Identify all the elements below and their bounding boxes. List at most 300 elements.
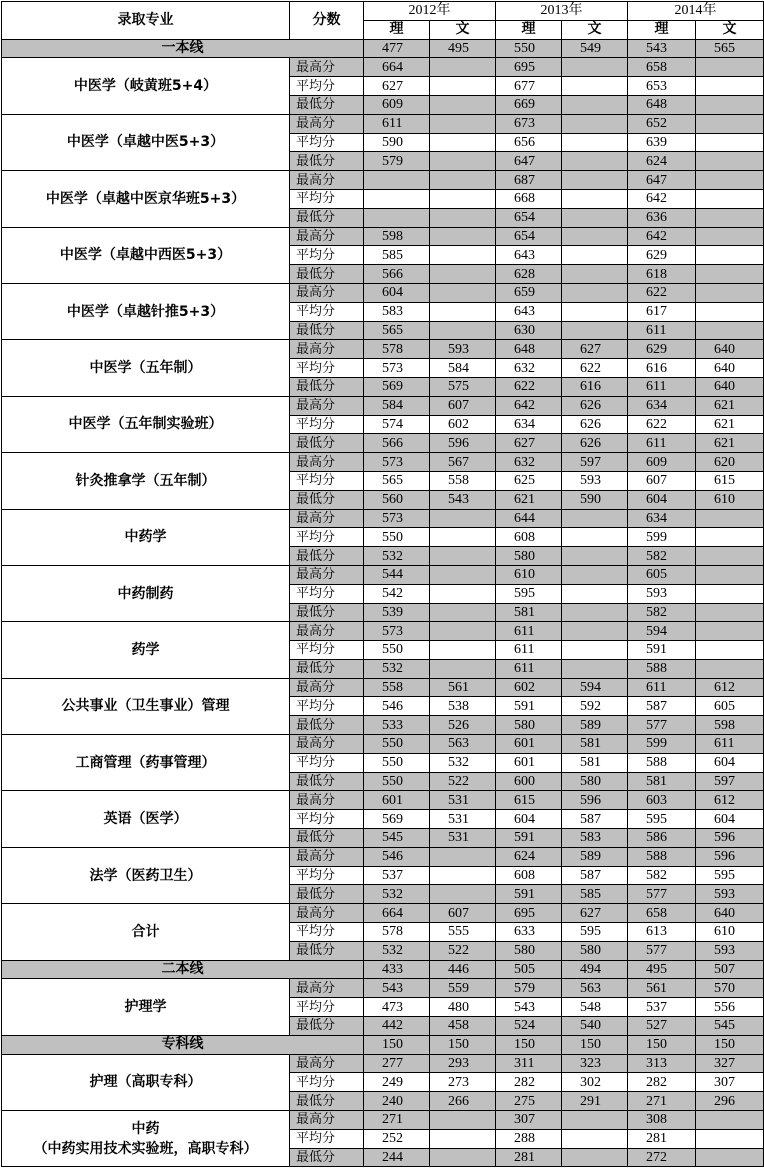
score-value: 621 [696, 396, 764, 415]
score-value: 581 [628, 772, 696, 791]
score-value [430, 885, 496, 904]
score-value: 640 [696, 904, 764, 923]
score-value: 634 [496, 415, 562, 434]
score-value: 607 [430, 904, 496, 923]
score-value: 546 [364, 697, 430, 716]
score-value [696, 321, 764, 340]
cutoff-line-row [2, 1035, 764, 1054]
score-value [696, 227, 764, 246]
score-value: 579 [364, 152, 430, 171]
score-value [696, 1129, 764, 1148]
score-value: 624 [628, 152, 696, 171]
cutoff-line-value: 505 [496, 960, 562, 979]
score-value: 591 [496, 829, 562, 848]
score-value: 578 [364, 340, 430, 359]
score-metric-label: 平均分 [290, 246, 364, 265]
score-metric-label: 平均分 [290, 1073, 364, 1092]
cutoff-line-label: 专科线 [2, 1035, 364, 1054]
score-value: 626 [562, 396, 628, 415]
score-value: 327 [696, 1054, 764, 1073]
score-value: 577 [628, 716, 696, 735]
score-value: 591 [496, 697, 562, 716]
score-value: 594 [628, 622, 696, 641]
score-value: 537 [628, 998, 696, 1017]
score-value [696, 58, 764, 77]
cutoff-line-value: 150 [496, 1035, 562, 1054]
cutoff-line-label: 一本线 [2, 39, 364, 58]
score-value: 627 [364, 77, 430, 96]
score-value [696, 246, 764, 265]
score-value: 624 [496, 847, 562, 866]
score-value [430, 603, 496, 622]
score-value: 613 [628, 923, 696, 942]
score-value: 615 [696, 471, 764, 490]
major-name: 药学 [2, 622, 290, 678]
score-value: 618 [628, 265, 696, 284]
score-metric-label: 最高分 [290, 847, 364, 866]
score-value [562, 603, 628, 622]
score-value: 634 [628, 509, 696, 528]
score-value: 577 [628, 885, 696, 904]
score-value [430, 152, 496, 171]
major-name: 中医学（卓越中西医5+3） [2, 227, 290, 283]
score-value: 550 [364, 641, 430, 660]
score-value: 632 [496, 453, 562, 472]
score-value: 611 [696, 735, 764, 754]
score-value: 533 [364, 716, 430, 735]
score-value [430, 171, 496, 190]
score-metric-label: 最低分 [290, 152, 364, 171]
score-value [562, 265, 628, 284]
score-metric-label: 平均分 [290, 77, 364, 96]
score-metric-label: 平均分 [290, 998, 364, 1017]
score-row [2, 58, 764, 77]
score-value: 595 [696, 866, 764, 885]
score-value: 611 [628, 321, 696, 340]
score-value: 647 [496, 152, 562, 171]
score-value: 633 [496, 923, 562, 942]
score-metric-label: 最低分 [290, 603, 364, 622]
score-value: 570 [696, 979, 764, 998]
score-value: 639 [628, 133, 696, 152]
score-metric-label: 最高分 [290, 340, 364, 359]
stream-header: 文 [696, 20, 764, 39]
score-value: 626 [562, 415, 628, 434]
score-value: 620 [696, 453, 764, 472]
score-value: 579 [496, 979, 562, 998]
score-row [2, 227, 764, 246]
score-value [430, 547, 496, 566]
score-value: 563 [562, 979, 628, 998]
score-value: 610 [696, 923, 764, 942]
score-value: 605 [696, 697, 764, 716]
score-value: 281 [496, 1148, 562, 1167]
score-value: 628 [496, 265, 562, 284]
score-value: 658 [628, 904, 696, 923]
score-value [430, 302, 496, 321]
score-row [2, 453, 764, 472]
score-value: 545 [364, 829, 430, 848]
major-name: 针灸推拿学（五年制） [2, 453, 290, 509]
major-name: 中医学（五年制） [2, 340, 290, 396]
score-value: 526 [430, 716, 496, 735]
score-value [430, 114, 496, 133]
stream-header: 理 [496, 20, 562, 39]
score-value: 591 [496, 885, 562, 904]
score-value: 550 [364, 753, 430, 772]
score-value: 593 [696, 885, 764, 904]
score-value: 615 [496, 791, 562, 810]
score-value: 273 [430, 1073, 496, 1092]
score-value: 569 [364, 810, 430, 829]
score-value: 539 [364, 603, 430, 622]
score-value [696, 171, 764, 190]
score-value: 588 [628, 659, 696, 678]
score-value: 611 [628, 678, 696, 697]
major-name-line: 中药 [131, 1120, 160, 1137]
cutoff-line-value: 494 [562, 960, 628, 979]
score-value: 442 [364, 1017, 430, 1036]
score-value: 677 [496, 77, 562, 96]
header-row-years [2, 2, 764, 21]
major-name-line: （中药实用技术实验班，高职专科） [33, 1140, 258, 1157]
score-value [562, 58, 628, 77]
score-metric-label: 最高分 [290, 114, 364, 133]
year-header-2014: 2014年 [628, 2, 764, 21]
score-metric-label: 平均分 [290, 415, 364, 434]
score-value: 647 [628, 171, 696, 190]
score-value [430, 847, 496, 866]
score-value: 621 [696, 434, 764, 453]
score-value: 653 [628, 77, 696, 96]
score-value: 602 [430, 415, 496, 434]
score-metric-label: 最高分 [290, 227, 364, 246]
score-value [696, 265, 764, 284]
score-value [696, 1111, 764, 1130]
score-value [696, 189, 764, 208]
score-value [696, 547, 764, 566]
score-value: 587 [628, 697, 696, 716]
score-value: 538 [430, 697, 496, 716]
score-value: 669 [496, 95, 562, 114]
score-value: 543 [364, 979, 430, 998]
score-metric-label: 最高分 [290, 678, 364, 697]
score-value [562, 584, 628, 603]
score-value: 643 [496, 302, 562, 321]
score-value [562, 302, 628, 321]
score-value [562, 77, 628, 96]
major-name: 护理学 [2, 979, 290, 1035]
score-value [696, 603, 764, 622]
cutoff-line-label: 二本线 [2, 960, 364, 979]
score-value: 610 [496, 565, 562, 584]
score-value [696, 565, 764, 584]
cutoff-line-value: 507 [696, 960, 764, 979]
score-value: 596 [696, 829, 764, 848]
score-value: 582 [628, 866, 696, 885]
score-value [430, 77, 496, 96]
score-value: 609 [364, 95, 430, 114]
score-row [2, 1054, 764, 1073]
score-value: 296 [696, 1092, 764, 1111]
score-value: 544 [364, 565, 430, 584]
score-value: 574 [364, 415, 430, 434]
score-value [430, 246, 496, 265]
score-value: 581 [496, 603, 562, 622]
score-value: 580 [496, 716, 562, 735]
score-value: 590 [364, 133, 430, 152]
score-value: 612 [696, 791, 764, 810]
score-value: 550 [364, 735, 430, 754]
score-metric-label: 平均分 [290, 471, 364, 490]
score-value: 632 [496, 359, 562, 378]
major-name: 中药学 [2, 509, 290, 565]
score-value: 313 [628, 1054, 696, 1073]
score-row [2, 791, 764, 810]
score-metric-label: 平均分 [290, 302, 364, 321]
score-value: 563 [430, 735, 496, 754]
score-value [696, 283, 764, 302]
table-body [2, 39, 764, 1167]
score-value: 595 [562, 923, 628, 942]
score-metric-label: 最低分 [290, 716, 364, 735]
score-value: 531 [430, 829, 496, 848]
major-name: 中药制药 [2, 565, 290, 621]
stream-header: 文 [430, 20, 496, 39]
score-metric-label: 最低分 [290, 265, 364, 284]
score-value [562, 189, 628, 208]
score-value [696, 208, 764, 227]
score-value [562, 1129, 628, 1148]
score-value [430, 622, 496, 641]
score-value: 610 [696, 490, 764, 509]
score-metric-label: 平均分 [290, 359, 364, 378]
score-metric-label: 平均分 [290, 584, 364, 603]
score-row [2, 622, 764, 641]
score-value: 636 [628, 208, 696, 227]
score-metric-label: 最低分 [290, 885, 364, 904]
score-value: 550 [364, 772, 430, 791]
score-value [562, 1111, 628, 1130]
score-row [2, 735, 764, 754]
score-value: 611 [628, 434, 696, 453]
score-value: 604 [364, 283, 430, 302]
major-name: 中医学（卓越中医5+3） [2, 114, 290, 170]
score-value: 622 [628, 283, 696, 302]
score-value: 587 [562, 866, 628, 885]
score-value: 593 [430, 340, 496, 359]
score-value: 556 [696, 998, 764, 1017]
score-metric-label: 最低分 [290, 1017, 364, 1036]
score-value: 616 [628, 359, 696, 378]
cutoff-line-value: 446 [430, 960, 496, 979]
score-value [430, 528, 496, 547]
major-name: 中医学（五年制实验班） [2, 396, 290, 452]
score-metric-label: 最高分 [290, 283, 364, 302]
major-name: 中医学（岐黄班5+4） [2, 58, 290, 114]
score-value: 561 [430, 678, 496, 697]
score-value: 311 [496, 1054, 562, 1073]
score-value [430, 321, 496, 340]
score-value: 599 [628, 528, 696, 547]
score-value [562, 509, 628, 528]
score-value: 604 [696, 810, 764, 829]
score-value: 566 [364, 434, 430, 453]
score-value: 272 [628, 1148, 696, 1167]
score-metric-label: 最高分 [290, 1054, 364, 1073]
score-value: 589 [562, 716, 628, 735]
score-value: 612 [696, 678, 764, 697]
score-value: 573 [364, 509, 430, 528]
score-value: 543 [430, 490, 496, 509]
score-metric-label: 平均分 [290, 641, 364, 660]
major-name: 法学（医药卫生） [2, 847, 290, 903]
score-value [562, 95, 628, 114]
score-value: 532 [364, 941, 430, 960]
score-metric-label: 平均分 [290, 753, 364, 772]
score-value: 695 [496, 904, 562, 923]
score-value: 598 [364, 227, 430, 246]
stream-header: 文 [562, 20, 628, 39]
score-value: 616 [562, 377, 628, 396]
score-value: 596 [696, 847, 764, 866]
score-metric-label: 最高分 [290, 735, 364, 754]
score-value [430, 659, 496, 678]
score-value: 673 [496, 114, 562, 133]
score-value [696, 622, 764, 641]
cutoff-line-value: 543 [628, 39, 696, 58]
score-row [2, 979, 764, 998]
score-value: 585 [562, 885, 628, 904]
cutoff-line-value: 150 [430, 1035, 496, 1054]
score-value: 291 [562, 1092, 628, 1111]
score-value [562, 152, 628, 171]
cutoff-line-value: 549 [562, 39, 628, 58]
score-value: 532 [364, 885, 430, 904]
score-value [430, 283, 496, 302]
score-value [430, 95, 496, 114]
score-row [2, 509, 764, 528]
score-metric-label: 最高分 [290, 565, 364, 584]
score-metric-label: 最高分 [290, 622, 364, 641]
cutoff-line-value: 150 [364, 1035, 430, 1054]
score-value: 597 [696, 772, 764, 791]
score-metric-label: 最低分 [290, 659, 364, 678]
score-value: 634 [628, 396, 696, 415]
score-value [364, 208, 430, 227]
score-value: 527 [628, 1017, 696, 1036]
score-value [562, 283, 628, 302]
score-metric-label: 最低分 [290, 941, 364, 960]
score-value: 266 [430, 1092, 496, 1111]
major-name: 中医学（卓越针推5+3） [2, 283, 290, 339]
score-metric-label: 最高分 [290, 396, 364, 415]
score-value: 588 [628, 753, 696, 772]
score-value: 531 [430, 791, 496, 810]
score-value: 282 [628, 1073, 696, 1092]
score-value: 565 [364, 471, 430, 490]
score-metric-label: 最低分 [290, 829, 364, 848]
score-metric-label: 最高分 [290, 791, 364, 810]
score-value: 590 [562, 490, 628, 509]
score-value: 584 [430, 359, 496, 378]
score-value: 607 [430, 396, 496, 415]
score-value: 585 [364, 246, 430, 265]
major-name: 中医学（卓越中医京华班5+3） [2, 171, 290, 227]
score-value [696, 133, 764, 152]
score-metric-label: 平均分 [290, 528, 364, 547]
score-row [2, 565, 764, 584]
score-value: 244 [364, 1148, 430, 1167]
score-value: 625 [496, 471, 562, 490]
score-value: 281 [628, 1129, 696, 1148]
score-value: 659 [496, 283, 562, 302]
score-metric-label: 最高分 [290, 58, 364, 77]
score-value: 607 [628, 471, 696, 490]
score-metric-label: 最低分 [290, 321, 364, 340]
score-value: 577 [628, 941, 696, 960]
score-value [562, 133, 628, 152]
score-value: 604 [696, 753, 764, 772]
score-value: 627 [562, 904, 628, 923]
score-value: 664 [364, 58, 430, 77]
score-value [430, 189, 496, 208]
score-value [562, 565, 628, 584]
score-value: 581 [562, 753, 628, 772]
score-value: 592 [562, 697, 628, 716]
score-value: 522 [430, 772, 496, 791]
score-value: 240 [364, 1092, 430, 1111]
score-value: 537 [364, 866, 430, 885]
score-value: 542 [364, 584, 430, 603]
score-row [2, 114, 764, 133]
score-value: 605 [628, 565, 696, 584]
score-value: 654 [496, 208, 562, 227]
score-metric-label: 最低分 [290, 547, 364, 566]
score-value: 640 [696, 340, 764, 359]
score-metric-label: 平均分 [290, 923, 364, 942]
score-value: 524 [496, 1017, 562, 1036]
score-value [562, 622, 628, 641]
score-value: 532 [364, 659, 430, 678]
score-value: 652 [628, 114, 696, 133]
score-value: 307 [496, 1111, 562, 1130]
score-value: 573 [364, 453, 430, 472]
score-value: 532 [364, 547, 430, 566]
score-metric-label: 最低分 [290, 208, 364, 227]
cutoff-line-value: 550 [496, 39, 562, 58]
score-row [2, 1111, 764, 1130]
score-value: 543 [496, 998, 562, 1017]
score-value: 644 [496, 509, 562, 528]
score-value: 611 [496, 659, 562, 678]
score-value: 458 [430, 1017, 496, 1036]
score-value: 594 [562, 678, 628, 697]
score-value: 599 [628, 735, 696, 754]
score-metric-label: 最高分 [290, 979, 364, 998]
score-value: 271 [628, 1092, 696, 1111]
score-row [2, 340, 764, 359]
score-value: 658 [628, 58, 696, 77]
score-value: 593 [562, 471, 628, 490]
score-value: 596 [562, 791, 628, 810]
major-name: 公共事业（卫生事业）管理 [2, 678, 290, 734]
score-value: 531 [430, 810, 496, 829]
score-value [430, 208, 496, 227]
score-metric-label: 平均分 [290, 697, 364, 716]
score-value: 271 [364, 1111, 430, 1130]
score-value: 583 [364, 302, 430, 321]
